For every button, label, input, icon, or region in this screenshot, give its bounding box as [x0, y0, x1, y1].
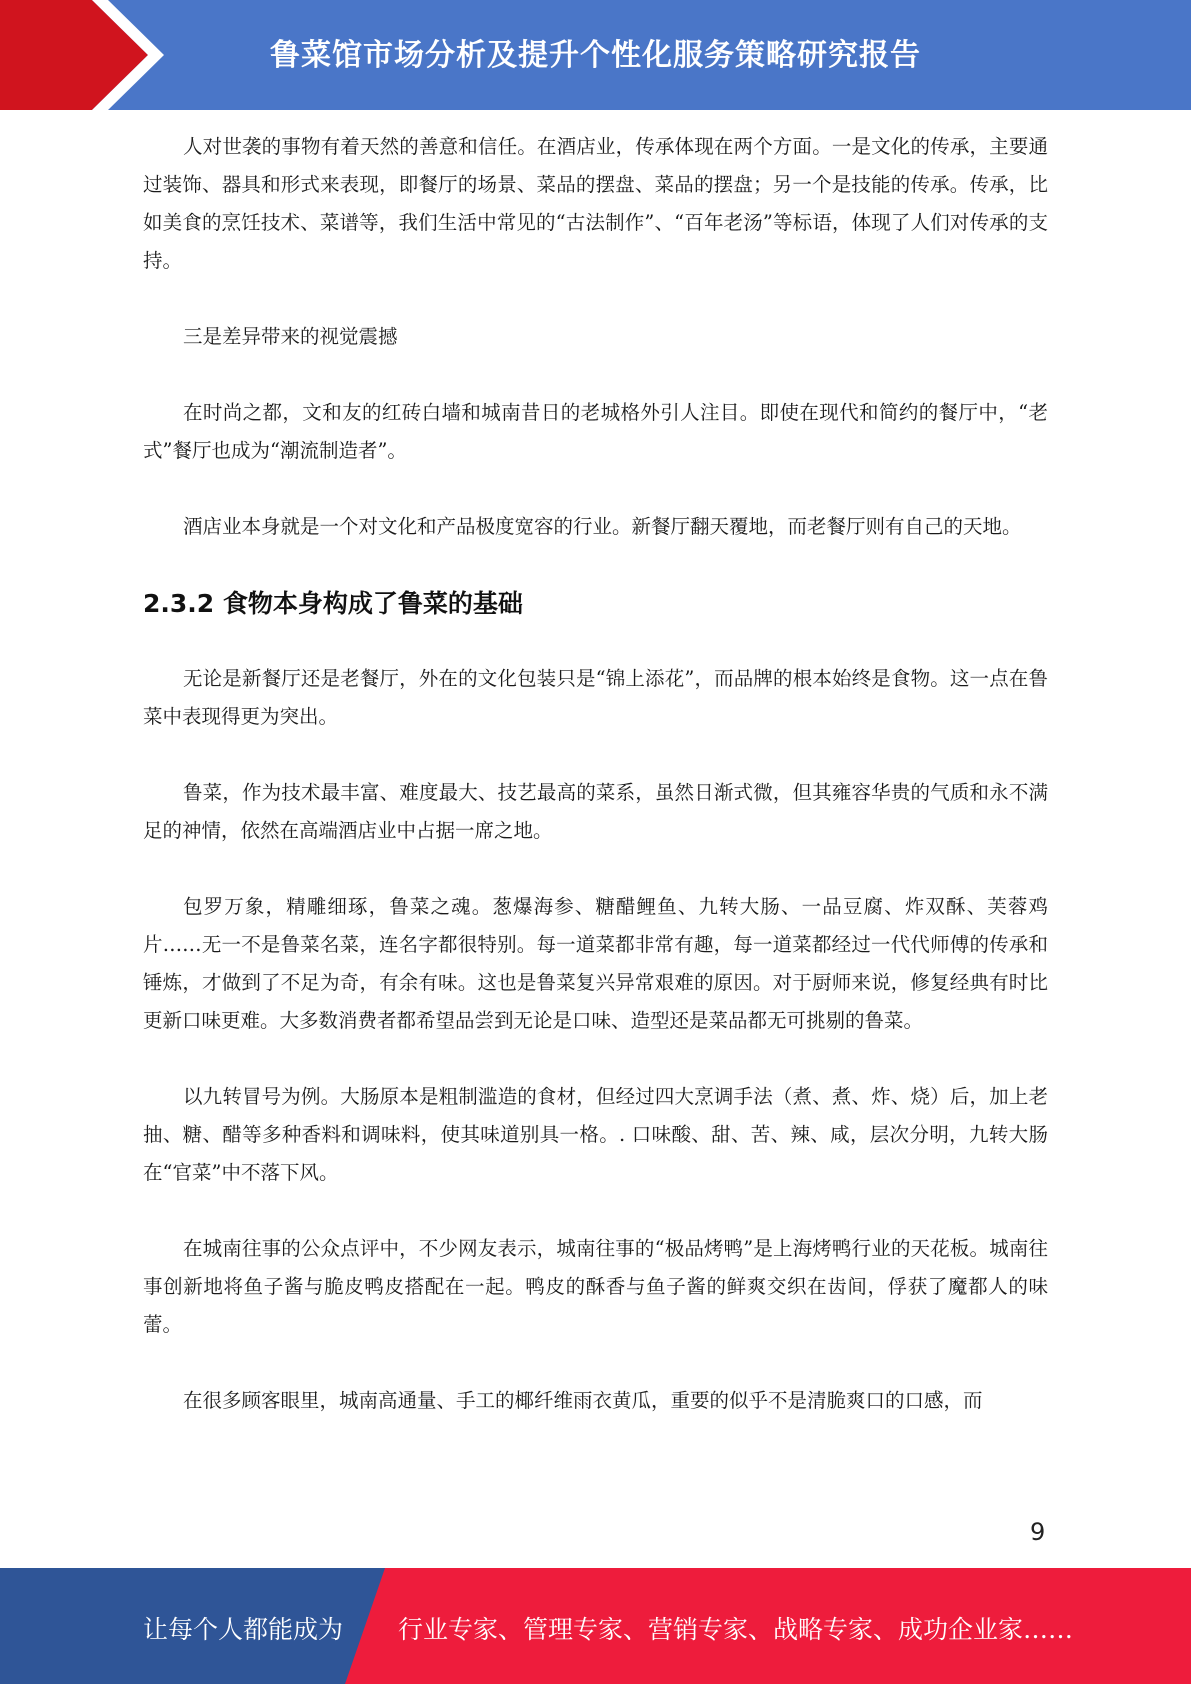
footer-slogan-right: 行业专家、管理专家、营销专家、战略专家、成功企业家……: [398, 1615, 1074, 1644]
section-heading: 2.3.2 食物本身构成了鲁菜的基础: [143, 589, 523, 618]
page-number: 9: [1030, 1518, 1046, 1546]
paragraph: 在很多顾客眼里，城南高通量、手工的椰纤维雨衣黄瓜，重要的似乎不是清脆爽口的口感，而: [183, 1389, 983, 1412]
paragraph: 人对世袭的事物有着天然的善意和信任。在酒店业，传承体现在两个方面。一是文化的传承，主要通过装饰、器具和形式来表现，即餐厅的场景、菜品的摆盘、菜品的摆盘；另一个是技能的传承。传承，比如美食的烹饪技术、菜谱等，我们生活中常见的“古法制作”、“百年老汤”等标语，体现了人们对传承的支持。: [143, 135, 1048, 272]
footer-slogan-left: 让每个人都能成为: [143, 1615, 344, 1644]
paragraph: 三是差异带来的视觉震撼: [183, 325, 398, 348]
paragraph: 鲁菜，作为技术最丰富、难度最大、技艺最高的菜系，虽然日渐式微，但其雍容华贵的气质和永不满足的神情，依然在高端酒店业中占据一席之地。: [143, 781, 1048, 842]
paragraph: 酒店业本身就是一个对文化和产品极度宽容的行业。新餐厅翻天覆地，而老餐厅则有自己的天地。: [183, 515, 1022, 538]
paragraph: 包罗万象，精雕细琢，鲁菜之魂。葱爆海参、糖醋鲤鱼、九转大肠、一品豆腐、炸双酥、芙蓉鸡片……无一不是鲁菜名菜，连名字都很特别。每一道菜都非常有趣，每一道菜都经过一代代师傅的传承和锤炼，才做到了不足为奇，有余有味。这也是鲁菜复兴异常艰难的原因。对于厨师来说，修复经典有时比更新口味更难。大多数消费者都希望品尝到无论是口味、造型还是菜品都无可挑剔的鲁菜。: [143, 895, 1048, 1032]
paragraph: 以九转冒号为例。大肠原本是粗制滥造的食材，但经过四大烹调手法（煮、煮、炸、烧）后，加上老抽、糖、醋等多种香料和调味料，使其味道别具一格。. 口味酸、甜、苦、辣、咸，层次分明，九转大肠在“官菜”中不落下风。: [143, 1085, 1048, 1184]
page-header: [0, 0, 1191, 110]
header-red-arrow: [0, 0, 148, 110]
report-title: 鲁菜馆市场分析及提升个性化服务策略研究报告: [270, 38, 921, 73]
page-footer: [0, 1568, 1191, 1684]
paragraph: 在时尚之都，文和友的红砖白墙和城南昔日的老城格外引人注目。即使在现代和简约的餐厅中，“老式”餐厅也成为“潮流制造者”。: [143, 401, 1048, 462]
paragraph: 在城南往事的公众点评中，不少网友表示，城南往事的“极品烤鸭”是上海烤鸭行业的天花板。城南往事创新地将鱼子酱与脆皮鸭皮搭配在一起。鸭皮的酥香与鱼子酱的鲜爽交织在齿间，俘获了魔都人的味蕾。: [143, 1237, 1048, 1336]
paragraph: 无论是新餐厅还是老餐厅，外在的文化包装只是“锦上添花”，而品牌的根本始终是食物。这一点在鲁菜中表现得更为突出。: [143, 667, 1048, 728]
document-body: [143, 128, 1048, 1458]
